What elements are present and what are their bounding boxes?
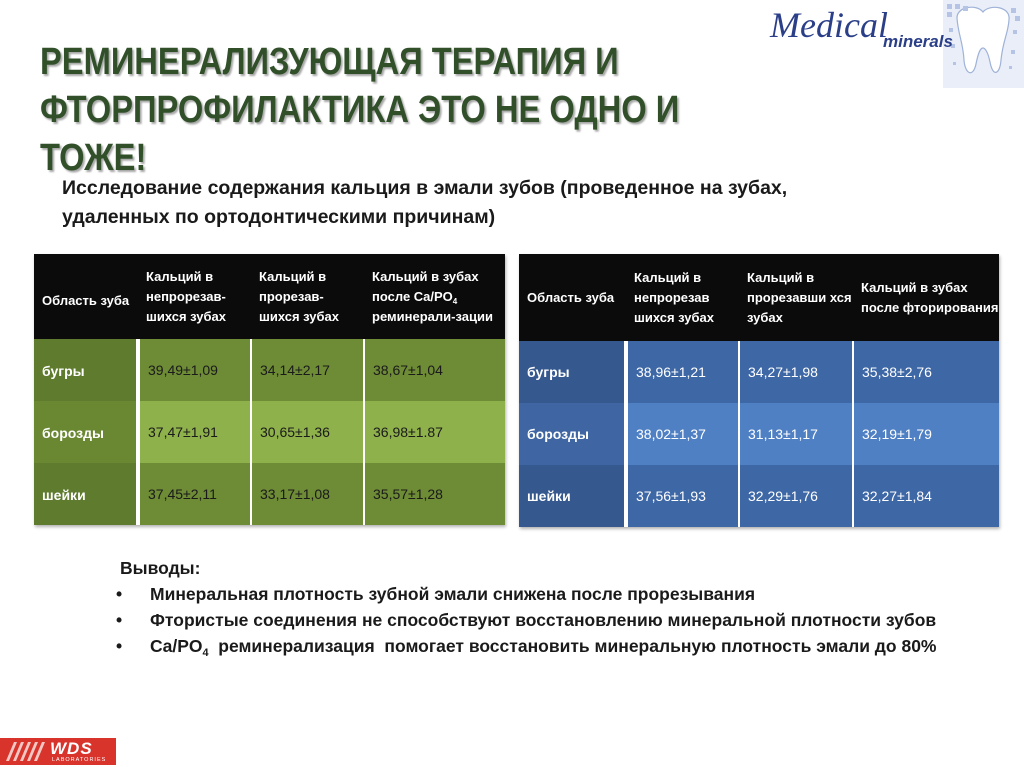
bullet: • (116, 610, 123, 630)
list-item: • Минеральная плотность зубной эмали снижена после прорезывания (120, 581, 970, 607)
column-header: Область зуба (34, 254, 138, 339)
table-cell: 36,98±1.87 (364, 401, 505, 463)
table-cell: 32,29±1,76 (739, 465, 853, 527)
conclusions-section (116, 555, 970, 659)
table-cell: 37,56±1,93 (626, 465, 739, 527)
page-title: РЕМИНЕРАЛИЗУЮЩАЯ ТЕРАПИЯ И ФТОРПРОФИЛАКТИКА ЭТО НЕ ОДНО И ТОЖЕ! (40, 41, 680, 179)
table-cell: 33,17±1,08 (251, 463, 364, 525)
study-description: Исследование содержания кальция в эмали зубов (проведенное на зубах, удаленных по ортодонтическими причинам) (62, 177, 788, 228)
tooth-logo-icon (943, 0, 1024, 88)
logo-text-medical: Medical (770, 5, 888, 45)
column-header: Кальций в зубах после $Ca/PO_4$ реминерали-зации (364, 254, 505, 339)
list-item: • $Ca/PO_4$ реминерализация помогает восстановить минеральную плотность эмали до 80% (120, 633, 970, 659)
column-header: Кальций в прорезавши хся зубах (739, 254, 853, 341)
table-cell: 39,49±1,09 (138, 339, 251, 401)
table-cell: 38,96±1,21 (626, 341, 739, 403)
table-row (519, 341, 999, 403)
column-header: Кальций в зубах после фторирования (853, 254, 999, 341)
table-row (34, 339, 505, 401)
conclusions-list (116, 581, 970, 659)
medical-minerals-logo (760, 0, 1024, 88)
column-header: Кальций в прорезав-шихся зубах (251, 254, 364, 339)
column-header: Кальций в непрорезав-шихся зубах (138, 254, 251, 339)
table-row (34, 401, 505, 463)
table-row (519, 403, 999, 465)
column-header: Кальций в непрорезав шихся зубах (626, 254, 739, 341)
wds-logo-subtext: LABORATORIES (52, 757, 107, 763)
wds-laboratories-logo (0, 738, 116, 765)
table-cell: 30,65±1,36 (251, 401, 364, 463)
table-cell: 38,67±1,04 (364, 339, 505, 401)
table-cell: 37,45±2,11 (138, 463, 251, 525)
bullet: • (116, 584, 123, 604)
table-row (519, 465, 999, 527)
table-row (34, 463, 505, 525)
table-header-row (34, 254, 505, 339)
table-remineralization (34, 254, 505, 525)
table-cell: 38,02±1,37 (626, 403, 739, 465)
table-cell: 32,19±1,79 (853, 403, 999, 465)
table-cell: 34,27±1,98 (739, 341, 853, 403)
table-cell: 31,13±1,17 (739, 403, 853, 465)
table-cell: 37,47±1,91 (138, 401, 251, 463)
wds-stripes-icon (4, 741, 48, 762)
column-header: Область зуба (519, 254, 626, 341)
list-item: • Фтористые соединения не способствуют восстановлению минеральной плотности зубов (120, 607, 970, 633)
table-fluoridation (519, 254, 999, 527)
row-label: бугры (34, 339, 138, 401)
row-label: шейки (34, 463, 138, 525)
row-label: борозды (34, 401, 138, 463)
row-label: шейки (519, 465, 626, 527)
bullet: • (116, 636, 123, 656)
table-cell: 35,38±2,76 (853, 341, 999, 403)
row-label: борозды (519, 403, 626, 465)
conclusions-heading: Выводы: (120, 558, 201, 578)
table-cell: 35,57±1,28 (364, 463, 505, 525)
row-label: бугры (519, 341, 626, 403)
table-header-row (519, 254, 999, 341)
table-cell: 32,27±1,84 (853, 465, 999, 527)
wds-logo-text: WDS (50, 739, 93, 758)
logo-text-minerals: minerals (883, 32, 953, 51)
table-cell: 34,14±2,17 (251, 339, 364, 401)
